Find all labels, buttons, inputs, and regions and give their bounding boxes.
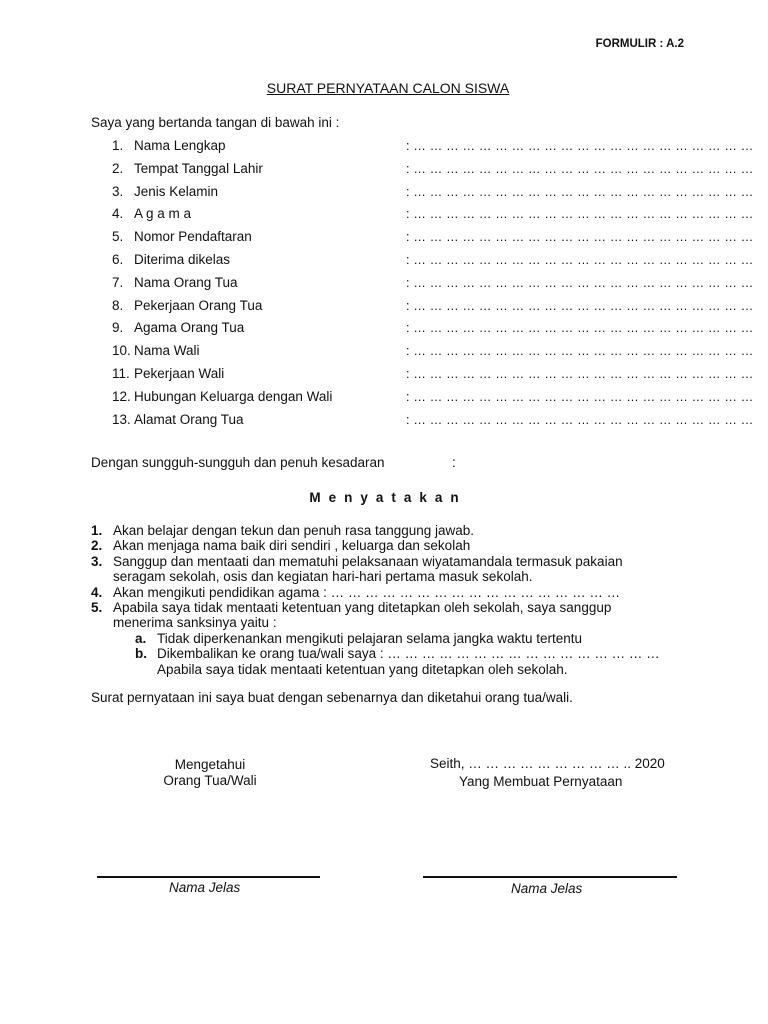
field-label: Agama Orang Tua: [134, 320, 245, 336]
statement-item: [91, 554, 691, 585]
field-row: [112, 249, 754, 271]
field-row: [112, 340, 754, 362]
signature-right-place-date: Seith, … … … … … … … … … .. 2020: [430, 756, 665, 771]
field-row: [112, 181, 754, 203]
signature-left-title: Mengetahui: [174, 757, 246, 772]
statement-text: Akan mengikuti pendidikan agama : … … … … … … … … … … … … … … … … …: [113, 584, 621, 600]
field-number: 4.: [112, 206, 124, 222]
field-label: Nama Wali: [134, 343, 200, 359]
declaration-lead-text: Dengan sungguh-sungguh dan penuh kesadaran: [91, 455, 385, 470]
field-label: Pekerjaan Orang Tua: [134, 297, 263, 313]
menyatakan-heading: Menyatakan: [309, 490, 467, 505]
field-fill-dots[interactable]: : … … … … … … … … … … … … … … … … … … … … …: [406, 253, 754, 267]
field-number: 7.: [112, 274, 124, 290]
sub-statement-item: [135, 646, 735, 677]
field-label: Nama Lengkap: [134, 138, 226, 153]
field-fill-dots[interactable]: : … … … … … … … … … … … … … … … … … … … … …: [406, 139, 754, 153]
statement-item: [91, 600, 691, 631]
sub-statement-text: Tidak diperkenankan mengikuti pelajaran selama jangka waktu tertentu: [157, 630, 582, 646]
statement-text: menerima sanksinya yaitu :: [113, 615, 277, 631]
field-number: 13.: [112, 411, 131, 427]
statement-number: 4.: [91, 584, 103, 600]
field-fill-dots[interactable]: : … … … … … … … … … … … … … … … … … … … … …: [406, 275, 754, 290]
field-number: 11.: [112, 366, 130, 381]
field-number: 9.: [112, 320, 124, 336]
signature-right-name: Nama Jelas: [511, 881, 583, 896]
field-label: A g a m a: [134, 206, 192, 222]
page-title: SURAT PERNYATAAN CALON SISWA: [266, 80, 510, 96]
field-fill-dots[interactable]: : … … … … … … … … … … … … … … … … … … … … …: [406, 344, 754, 359]
field-label: Pekerjaan Wali: [134, 366, 225, 381]
statement-text: Apabila saya tidak mentaati ketentuan yang ditetapkan oleh sekolah, saya sanggup: [113, 600, 612, 615]
field-number: 1.: [112, 138, 124, 153]
sub-statement-letter: b.: [135, 646, 147, 662]
field-fill-dots[interactable]: : … … … … … … … … … … … … … … … … … … … … …: [406, 207, 754, 222]
statement-text: Sanggup dan mentaati dan mematuhi pelaksanaan wiyatamandala termasuk pakaian: [113, 553, 623, 569]
field-fill-dots[interactable]: : … … … … … … … … … … … … … … … … … … … … …: [406, 412, 754, 427]
field-number: 12.: [112, 388, 131, 404]
intro-text: Saya yang bertanda tangan di bawah ini :: [91, 115, 340, 130]
field-number: 2.: [112, 160, 124, 176]
field-number: 10.: [112, 343, 131, 359]
field-number: 6.: [112, 252, 124, 267]
field-label: Hubungan Keluarga dengan Wali: [134, 388, 333, 404]
signature-line-right: [423, 876, 677, 878]
statement-number: 5.: [91, 600, 103, 615]
field-fill-dots[interactable]: : … … … … … … … … … … … … … … … … … … … … …: [406, 367, 754, 381]
field-fill-dots[interactable]: : … … … … … … … … … … … … … … … … … … … … …: [406, 298, 754, 313]
signature-right-subtitle: Yang Membuat Pernyataan: [459, 774, 623, 789]
statement-text: seragam sekolah, osis dan kegiatan hari-hari pertama masuk sekolah.: [113, 569, 533, 585]
field-row: [112, 226, 754, 248]
statement-text: Akan menjaga nama baik diri sendiri , keluarga dan sekolah: [113, 538, 471, 554]
field-row: [112, 203, 754, 225]
form-code: FORMULIR : A.2: [595, 38, 684, 50]
statement-text: Akan belajar dengan tekun dan penuh rasa tanggung jawab.: [113, 523, 475, 538]
field-row: [112, 386, 754, 408]
field-fill-dots[interactable]: : … … … … … … … … … … … … … … … … … … … … …: [406, 389, 754, 404]
signature-left-name: Nama Jelas: [169, 880, 241, 895]
field-fill-dots[interactable]: : … … … … … … … … … … … … … … … … … … … … …: [406, 321, 754, 336]
field-fill-dots[interactable]: : … … … … … … … … … … … … … … … … … … … … …: [406, 230, 754, 245]
field-row: [112, 158, 754, 180]
field-label: Nama Orang Tua: [134, 274, 238, 290]
sub-statement-letter: a.: [135, 630, 147, 646]
field-fill-dots[interactable]: : … … … … … … … … … … … … … … … … … … … … …: [406, 161, 754, 176]
field-row: [112, 295, 754, 317]
field-row: [112, 363, 754, 385]
sub-statement-text: Apabila saya tidak mentaati ketentuan yang ditetapkan oleh sekolah.: [157, 661, 568, 677]
sub-statement-item: [135, 631, 735, 646]
statement-item: [91, 538, 691, 553]
field-label: Alamat Orang Tua: [134, 411, 244, 427]
statement-number: 3.: [91, 553, 103, 569]
field-row: [112, 317, 754, 339]
statement-number: 1.: [91, 523, 103, 538]
field-number: 5.: [112, 229, 124, 245]
statement-item: [91, 585, 691, 600]
field-row: [112, 409, 754, 431]
statement-number: 2.: [91, 538, 103, 554]
statement-item: [91, 523, 691, 538]
signature-line-left: [97, 876, 320, 878]
field-number: 3.: [112, 183, 124, 199]
field-label: Tempat Tanggal Lahir: [134, 160, 263, 176]
field-label: Diterima dikelas: [134, 252, 231, 267]
field-number: 8.: [112, 297, 124, 313]
signature-left-subtitle: Orang Tua/Wali: [163, 773, 257, 788]
field-row: [112, 272, 754, 294]
field-label: Jenis Kelamin: [134, 183, 219, 199]
field-row: [112, 135, 754, 157]
field-fill-dots[interactable]: : … … … … … … … … … … … … … … … … … … … … …: [406, 184, 754, 199]
declaration-lead-colon: :: [452, 455, 456, 470]
field-label: Nomor Pendaftaran: [134, 229, 252, 245]
closing-text: Surat pernyataan ini saya buat dengan sebenarnya dan diketahui orang tua/wali.: [91, 690, 573, 705]
sub-statement-text: Dikembalikan ke orang tua/wali saya : … … … … … … … … … … … … … … … …: [157, 646, 660, 662]
